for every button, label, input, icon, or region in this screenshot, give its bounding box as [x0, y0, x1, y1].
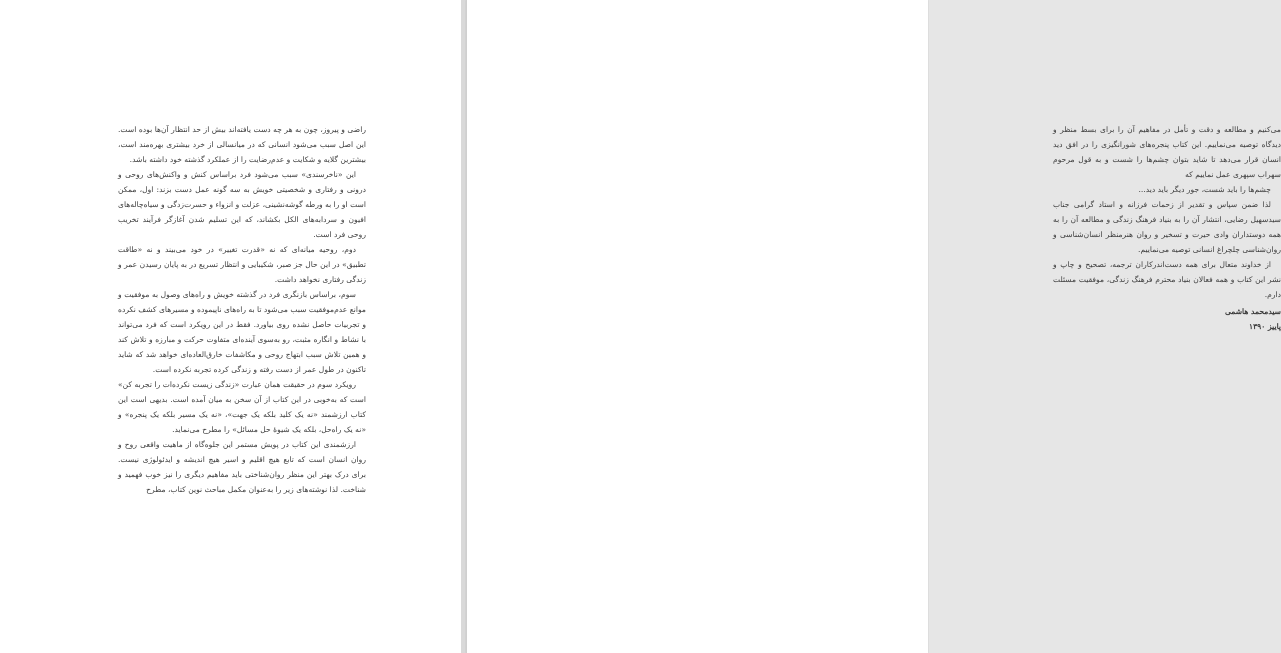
paragraph: رویکرد سوم در حقیقت همان عبارت «زندگی زیست نکرده‌ات را تجربه کن» است که به‌خوبی در این کتاب از آن سخن به میان آمده است. بدیهی است این کتاب ارزشمند «نه یک کلید بلکه یک جهت»، «نه یک مسیر بلکه یک پنجره» و «نه یک راه‌حل، بلکه یک شیوهٔ حل مسائل» را مطرح می‌نماید.	[118, 380, 366, 434]
paragraph: راضی و پیروز، چون به هر چه دست یافته‌اند بیش از حد انتظار آن‌ها بوده است. این اصل سبب می‌شود انسانی که در میانسالی از خرد بیشتری بهره‌مند است، بیشترین گلایه و شکایت و عدم‌رضایت را از عملکرد گذشته خود داشته باشد.	[118, 125, 366, 164]
paragraph: دوم، روحیه میانه‌ای که نه «قدرت تغییر» در خود می‌بیند و نه «طاقت تطبیق» در این حال جز صبر، شکیبایی و انتظار تسریع در به پایان رسیدن عمر و زندگی رفتاری نخواهد داشت.	[118, 245, 366, 284]
paragraph: لذا ضمن سپاس و تقدیر از زحمات فرزانه و استاد گرامی جناب سیدسهیل رضایی، انتشار آن را به بنیاد فرهنگ زندگی و مطالعه آن را به همه دوستداران وادی حیرت و تسخیر و روان هنرمنظر انسان‌شناسی و روان‌شناسی چلچراغ انسانی توصیه می‌نماییم.	[1053, 200, 1281, 254]
poem-line: چشم‌ها را باید شست، جور دیگر باید دید...	[1138, 185, 1271, 194]
right-page	[466, 0, 1281, 653]
left-page	[0, 0, 462, 653]
signature-name: سیدمحمد هاشمی	[1224, 307, 1281, 316]
paragraph: این «ناخرسندی» سبب می‌شود فرد براساس کنش و واکنش‌های روحی و درونی و رفتاری و شخصیتی خویش به سه گونه عمل دست بزند: اول، ممکن است او را به ورطه گوشه‌نشینی، عزلت و انزواء و حسرت‌زدگی و سیاه‌چاله‌های افیون و سردابه‌های الکل بکشاند، که این تسلیم شدن آغازگر فرآیند تخریب روحی فرد است.	[118, 170, 366, 239]
right-page-text	[1053, 122, 1281, 334]
signature-date: پاییز ۱۳۹۰	[1249, 322, 1281, 331]
paragraph: می‌کنیم و مطالعه و دقت و تأمل در مفاهیم آن را برای بسط منظر و دیدگاه توصیه می‌نماییم. این کتاب پنجره‌های شورانگیزی را در افق دید انسان قرار می‌دهد تا شاید بتوان چشم‌ها را شست و به قول مرحوم سهراب سپهری عمل نماییم که	[1053, 125, 1281, 179]
paragraph: ارزشمندی این کتاب در پویش مستمر این جلوه‌گاه از ماهیت واقعی روح و روان انسان است که تابع هیچ اقلیم و اسیر هیچ اندیشه و ایدئولوژی نیست. برای درک بهتر این منظر روان‌شناختی باید مفاهیم دیگری را نیز خوب فهمید و شناخت. لذا نوشته‌های زیر را به‌عنوان مکمل مباحث نوین کتاب، مطرح	[118, 440, 366, 494]
signature	[1053, 304, 1281, 334]
paragraph: از خداوند متعال برای همه دست‌اندرکاران ترجمه، تصحیح و چاپ و نشر این کتاب و همه فعالان بنیاد محترم فرهنگ زندگی، موفقیت مسئلت دارم.	[1053, 260, 1281, 299]
left-page-text	[118, 122, 366, 497]
paragraph: سوم، براساس بازنگری فرد در گذشته خویش و راه‌های وصول به موفقیت و موانع عدم‌موفقیت سبب می‌شود تا به راه‌های ناپیموده و مسیرهای کشف نکرده و تجربیات حاصل نشده روی بیاورد. فقط در این رویکرد است که فرد می‌تواند با نشاط و انگاره مثبت، رو به‌سوی آینده‌ای متفاوت حرکت و مبارزه و تلاش کند و همین تلاش سبب ابتهاج روحی و مکاشفات خارق‌العاده‌ای خواهد شد که شاید تاکنون در طول عمر از دست رفته و زندگی کرده تجربه نکرده است.	[118, 290, 366, 374]
